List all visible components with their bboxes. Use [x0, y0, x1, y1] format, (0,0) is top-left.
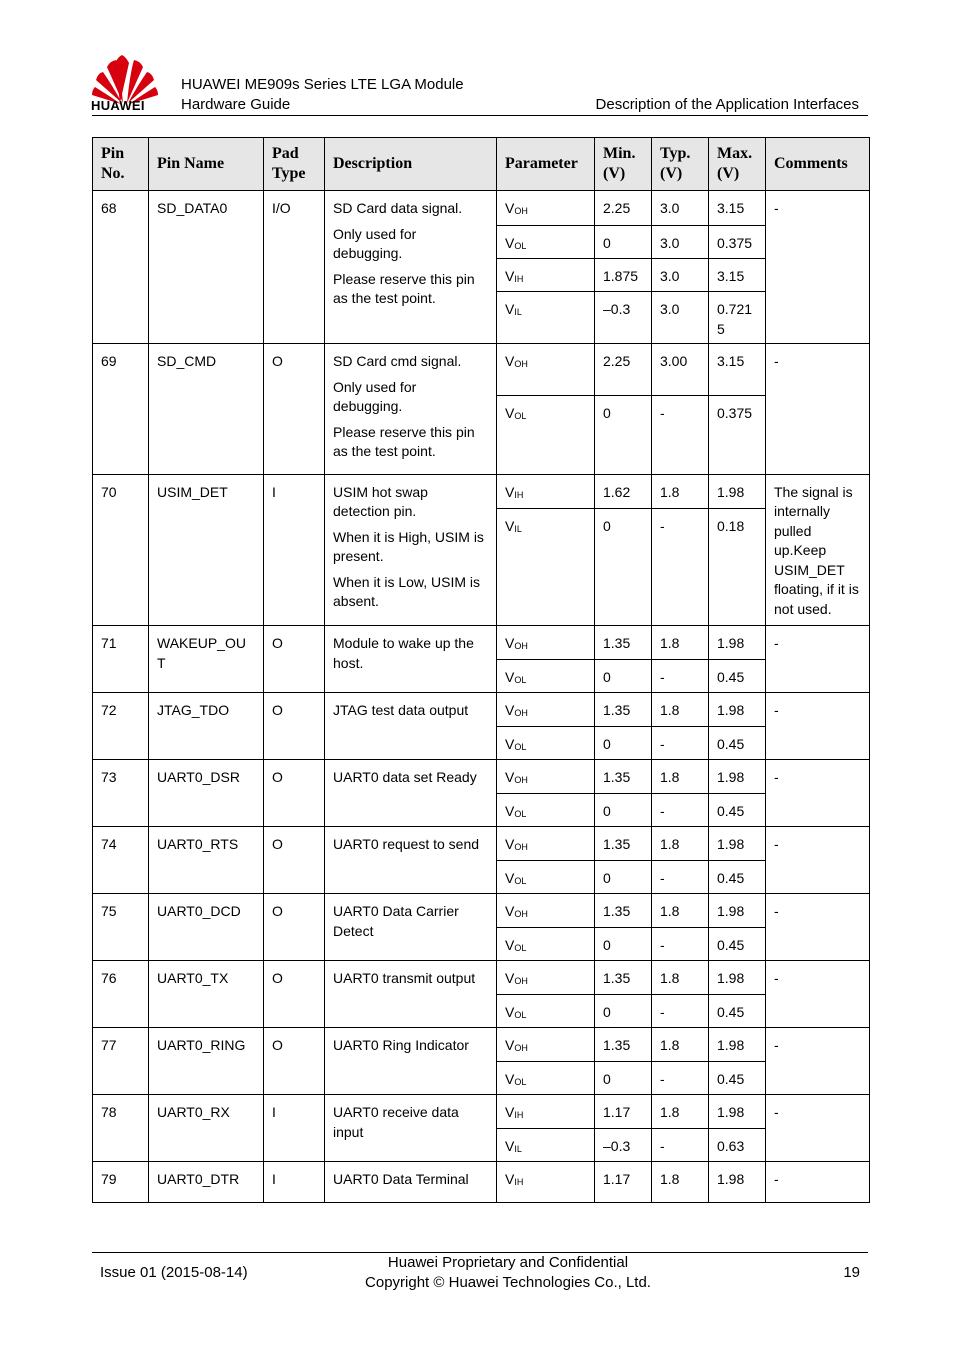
logo-text: HUAWEI	[91, 98, 145, 113]
description-cell	[325, 827, 497, 894]
max-value: 0.45	[709, 659, 765, 692]
min-value: 0	[595, 508, 651, 623]
min-cell	[595, 1095, 652, 1162]
pin-name-cell: UART0_DCD	[149, 894, 264, 961]
description-line: Please reserve this pin as the test point.	[333, 423, 475, 459]
col-min: Min. (V)	[595, 138, 652, 191]
parameter-symbol: VIL	[497, 508, 594, 623]
pin-no-cell: 77	[93, 1028, 149, 1095]
min-value: 1.35	[603, 769, 631, 785]
max-value: 1.98	[717, 1104, 745, 1120]
pad-type-cell: O	[264, 626, 325, 693]
min-value: 0	[595, 659, 651, 692]
col-parameter: Parameter	[497, 138, 595, 191]
issue-date: Issue 01 (2015-08-14)	[100, 1264, 248, 1281]
max-cell	[709, 1162, 766, 1203]
description-line: SD Card cmd signal.	[333, 353, 462, 369]
parameter-symbol: VIL	[497, 291, 594, 343]
col-typ: Typ. (V)	[652, 138, 709, 191]
typ-cell	[652, 191, 709, 344]
header-divider	[92, 115, 868, 116]
description-line: UART0 transmit output	[333, 970, 476, 986]
table-row	[93, 894, 870, 961]
section-title: Description of the Application Interfaces	[595, 96, 859, 113]
description-line: Only used for debugging.	[333, 378, 417, 414]
max-cell	[709, 961, 766, 1028]
parameter-symbol: VOL	[497, 860, 594, 893]
footer-copyright: Copyright © Huawei Technologies Co., Ltd.	[365, 1274, 651, 1291]
max-value: 3.15	[709, 258, 765, 291]
comment-cell: -	[766, 827, 870, 894]
description-cell	[325, 626, 497, 693]
parameter-cell	[497, 894, 595, 961]
typ-cell	[652, 626, 709, 693]
parameter-symbol: VOL	[497, 927, 594, 960]
min-cell	[595, 961, 652, 1028]
pad-type-cell: O	[264, 894, 325, 961]
parameter-cell	[497, 1028, 595, 1095]
max-value: 1.98	[717, 635, 745, 651]
parameter-symbol: VOL	[497, 659, 594, 692]
max-value: 1.98	[717, 702, 745, 718]
description-cell	[325, 760, 497, 827]
parameter-symbol: VIH	[505, 1171, 524, 1187]
pin-name-cell: UART0_RX	[149, 1095, 264, 1162]
description-line: UART0 Data Carrier Detect	[333, 903, 459, 939]
parameter-cell	[497, 191, 595, 344]
min-cell	[595, 1028, 652, 1095]
parameter-symbol: VOL	[497, 1061, 594, 1094]
description-line: When it is Low, USIM is absent.	[333, 573, 481, 609]
min-value: –0.3	[595, 1128, 651, 1161]
min-value: 1.35	[603, 1037, 631, 1053]
pin-no-cell: 78	[93, 1095, 149, 1162]
parameter-cell	[497, 961, 595, 1028]
parameter-cell	[497, 693, 595, 760]
max-value: 1.98	[717, 483, 745, 500]
typ-value: 3.0	[652, 258, 708, 291]
table-row	[93, 626, 870, 693]
pad-type-cell: I	[264, 1095, 325, 1162]
typ-value: 3.0	[652, 225, 708, 258]
typ-cell	[652, 1095, 709, 1162]
table-row	[93, 1095, 870, 1162]
parameter-symbol: VIH	[505, 1104, 524, 1120]
min-value: 1.62	[603, 483, 631, 500]
parameter-symbol: VOL	[497, 225, 594, 258]
doc-subtitle: Hardware Guide	[181, 96, 291, 113]
max-cell	[709, 693, 766, 760]
pin-name-cell: UART0_RTS	[149, 827, 264, 894]
max-cell	[709, 191, 766, 344]
max-value: 0.45	[709, 994, 765, 1027]
max-value: 1.98	[717, 769, 745, 785]
comment-cell: The signal is internally pulled up.Keep USIM_DET floating, if it is not used.	[766, 474, 870, 626]
table-row	[93, 344, 870, 475]
typ-value: -	[652, 994, 708, 1027]
min-value: 1.35	[603, 903, 631, 919]
min-value: 1.35	[603, 702, 631, 718]
min-value: 0	[595, 793, 651, 826]
min-cell	[595, 626, 652, 693]
typ-value: 1.8	[660, 635, 680, 651]
min-value: 0	[595, 927, 651, 960]
pin-name-cell: UART0_DTR	[149, 1162, 264, 1203]
typ-value: 3.00	[660, 353, 688, 369]
pin-name-cell: WAKEUP_OU T	[149, 626, 264, 693]
min-cell	[595, 827, 652, 894]
description-cell	[325, 1162, 497, 1203]
parameter-symbol: VOL	[497, 726, 594, 759]
description-cell	[325, 344, 497, 475]
pin-name-cell: USIM_DET	[149, 474, 264, 626]
description-line: UART0 receive data input	[333, 1104, 459, 1140]
pad-type-cell: O	[264, 961, 325, 1028]
pad-type-cell: I	[264, 1162, 325, 1203]
min-value: 1.35	[603, 970, 631, 986]
max-cell	[709, 1095, 766, 1162]
typ-value: 1.8	[660, 769, 680, 785]
table-header-row	[93, 138, 870, 191]
pin-no-cell: 68	[93, 191, 149, 344]
pin-name-cell: UART0_RING	[149, 1028, 264, 1095]
typ-value: -	[652, 726, 708, 759]
parameter-cell	[497, 474, 595, 626]
typ-cell	[652, 827, 709, 894]
description-cell	[325, 693, 497, 760]
comment-cell: -	[766, 1095, 870, 1162]
pin-name-cell: UART0_TX	[149, 961, 264, 1028]
pin-no-cell: 71	[93, 626, 149, 693]
typ-value: 1.8	[660, 1171, 680, 1187]
description-cell	[325, 191, 497, 344]
table-row	[93, 474, 870, 626]
min-value: 2.25	[603, 200, 631, 216]
max-value: 1.98	[717, 903, 745, 919]
description-line: Module to wake up the host.	[333, 635, 474, 671]
comment-cell: -	[766, 344, 870, 475]
table-row	[93, 827, 870, 894]
table-row	[93, 760, 870, 827]
typ-cell	[652, 474, 709, 626]
description-line: Please reserve this pin as the test point.	[333, 270, 475, 306]
pin-name-cell: UART0_DSR	[149, 760, 264, 827]
col-pin-name: Pin Name	[149, 138, 264, 191]
max-value: 3.15	[717, 353, 745, 369]
typ-value: 1.8	[660, 836, 680, 852]
min-value: 0	[595, 994, 651, 1027]
min-cell	[595, 191, 652, 344]
parameter-cell	[497, 1162, 595, 1203]
doc-title: HUAWEI ME909s Series LTE LGA Module	[181, 76, 464, 93]
min-value: 1.17	[603, 1171, 631, 1187]
comment-cell: -	[766, 1162, 870, 1203]
typ-value: -	[652, 395, 708, 465]
comment-cell: -	[766, 894, 870, 961]
typ-value: 1.8	[660, 483, 680, 500]
min-value: 0	[595, 225, 651, 258]
description-line: SD Card data signal.	[333, 200, 463, 216]
typ-cell	[652, 1162, 709, 1203]
min-value: 1.35	[603, 635, 631, 651]
min-value: 1.17	[603, 1104, 631, 1120]
description-line: UART0 request to send	[333, 836, 480, 852]
table-row	[93, 693, 870, 760]
pin-spec-table	[92, 137, 870, 1203]
parameter-cell	[497, 1095, 595, 1162]
typ-value: -	[652, 927, 708, 960]
parameter-cell	[497, 760, 595, 827]
min-cell	[595, 693, 652, 760]
pin-no-cell: 69	[93, 344, 149, 475]
parameter-symbol: VOH	[505, 836, 528, 852]
max-value: 1.98	[717, 1037, 745, 1053]
pin-name-cell: SD_DATA0	[149, 191, 264, 344]
parameter-symbol: VOH	[505, 200, 528, 216]
col-comments: Comments	[766, 138, 870, 191]
max-value: 0.18	[709, 508, 765, 623]
parameter-symbol: VOL	[497, 994, 594, 1027]
pad-type-cell: I	[264, 474, 325, 626]
min-value: 0	[595, 1061, 651, 1094]
parameter-symbol: VOL	[497, 395, 594, 465]
min-value: 0	[595, 726, 651, 759]
typ-value: 1.8	[660, 702, 680, 718]
pad-type-cell: I/O	[264, 191, 325, 344]
typ-value: 3.0	[660, 200, 680, 216]
parameter-cell	[497, 827, 595, 894]
table-row	[93, 191, 870, 344]
parameter-symbol: VOH	[505, 769, 528, 785]
max-cell	[709, 827, 766, 894]
max-cell	[709, 894, 766, 961]
description-line: UART0 Ring Indicator	[333, 1037, 469, 1053]
comment-cell: -	[766, 961, 870, 1028]
min-cell	[595, 474, 652, 626]
parameter-symbol: VOH	[505, 1037, 528, 1053]
description-cell	[325, 1095, 497, 1162]
description-cell	[325, 961, 497, 1028]
parameter-cell	[497, 626, 595, 693]
pin-no-cell: 70	[93, 474, 149, 626]
parameter-symbol: VIL	[497, 1128, 594, 1161]
typ-value: 3.0	[652, 291, 708, 343]
typ-cell	[652, 961, 709, 1028]
description-line: UART0 data set Ready	[333, 769, 477, 785]
min-cell	[595, 760, 652, 827]
min-value: 0	[595, 395, 651, 465]
max-value: 0.45	[709, 726, 765, 759]
footer-confidential: Huawei Proprietary and Confidential	[387, 1254, 629, 1271]
comment-cell: -	[766, 760, 870, 827]
description-cell	[325, 894, 497, 961]
comment-cell: -	[766, 626, 870, 693]
table-row	[93, 1162, 870, 1203]
max-value: 3.15	[717, 200, 745, 216]
max-value: 0.721 5	[709, 291, 765, 343]
comment-cell: -	[766, 191, 870, 344]
max-cell	[709, 760, 766, 827]
parameter-symbol: VOL	[497, 793, 594, 826]
parameter-symbol: VOH	[505, 903, 528, 919]
typ-cell	[652, 693, 709, 760]
parameter-symbol: VOH	[505, 970, 528, 986]
parameter-symbol: VIH	[505, 483, 524, 500]
description-line: Only used for debugging.	[333, 225, 417, 261]
max-cell	[709, 344, 766, 475]
col-description: Description	[325, 138, 497, 191]
min-value: –0.3	[595, 291, 651, 343]
typ-value: -	[652, 860, 708, 893]
typ-cell	[652, 894, 709, 961]
pin-no-cell: 75	[93, 894, 149, 961]
max-value: 0.45	[709, 860, 765, 893]
parameter-symbol: VOH	[505, 635, 528, 651]
max-value: 1.98	[717, 836, 745, 852]
pin-no-cell: 76	[93, 961, 149, 1028]
parameter-symbol: VOH	[505, 353, 528, 369]
description-line: When it is High, USIM is present.	[333, 528, 484, 564]
typ-value: 1.8	[660, 1104, 680, 1120]
pad-type-cell: O	[264, 344, 325, 475]
page-number: 19	[843, 1264, 860, 1281]
typ-value: 1.8	[660, 970, 680, 986]
pad-type-cell: O	[264, 760, 325, 827]
min-cell	[595, 1162, 652, 1203]
table-row	[93, 1028, 870, 1095]
min-value: 2.25	[603, 353, 631, 369]
parameter-symbol: VIH	[497, 258, 594, 291]
pin-name-cell: SD_CMD	[149, 344, 264, 475]
max-value: 0.45	[709, 927, 765, 960]
min-cell	[595, 894, 652, 961]
max-value: 0.375	[709, 225, 765, 258]
max-cell	[709, 474, 766, 626]
max-cell	[709, 1028, 766, 1095]
max-value: 1.98	[717, 970, 745, 986]
typ-value: -	[652, 659, 708, 692]
col-max: Max. (V)	[709, 138, 766, 191]
description-line: USIM hot swap detection pin.	[333, 483, 428, 519]
description-line: UART0 Data Terminal	[333, 1171, 469, 1187]
description-line: JTAG test data output	[333, 702, 469, 718]
min-value: 1.35	[603, 836, 631, 852]
max-cell	[709, 626, 766, 693]
max-value: 0.45	[709, 793, 765, 826]
max-value: 0.375	[709, 395, 765, 465]
typ-value: -	[652, 793, 708, 826]
min-cell	[595, 344, 652, 475]
min-value: 1.875	[595, 258, 651, 291]
comment-cell: -	[766, 1028, 870, 1095]
max-value: 0.45	[709, 1061, 765, 1094]
typ-cell	[652, 760, 709, 827]
min-value: 0	[595, 860, 651, 893]
col-pin-no: Pin No.	[93, 138, 149, 191]
pin-no-cell: 79	[93, 1162, 149, 1203]
typ-value: -	[652, 1061, 708, 1094]
typ-value: 1.8	[660, 903, 680, 919]
parameter-cell	[497, 344, 595, 475]
description-cell	[325, 1028, 497, 1095]
pin-no-cell: 74	[93, 827, 149, 894]
pin-name-cell: JTAG_TDO	[149, 693, 264, 760]
comment-cell: -	[766, 693, 870, 760]
description-cell	[325, 474, 497, 626]
typ-cell	[652, 344, 709, 475]
pin-no-cell: 72	[93, 693, 149, 760]
typ-value: 1.8	[660, 1037, 680, 1053]
typ-value: -	[652, 1128, 708, 1161]
typ-cell	[652, 1028, 709, 1095]
max-value: 0.63	[709, 1128, 765, 1161]
pin-no-cell: 73	[93, 760, 149, 827]
parameter-symbol: VOH	[505, 702, 528, 718]
pad-type-cell: O	[264, 827, 325, 894]
pad-type-cell: O	[264, 1028, 325, 1095]
pad-type-cell: O	[264, 693, 325, 760]
col-pad-type: Pad Type	[264, 138, 325, 191]
footer-divider	[92, 1252, 868, 1253]
typ-value: -	[652, 508, 708, 623]
table-row	[93, 961, 870, 1028]
max-value: 1.98	[717, 1171, 745, 1187]
